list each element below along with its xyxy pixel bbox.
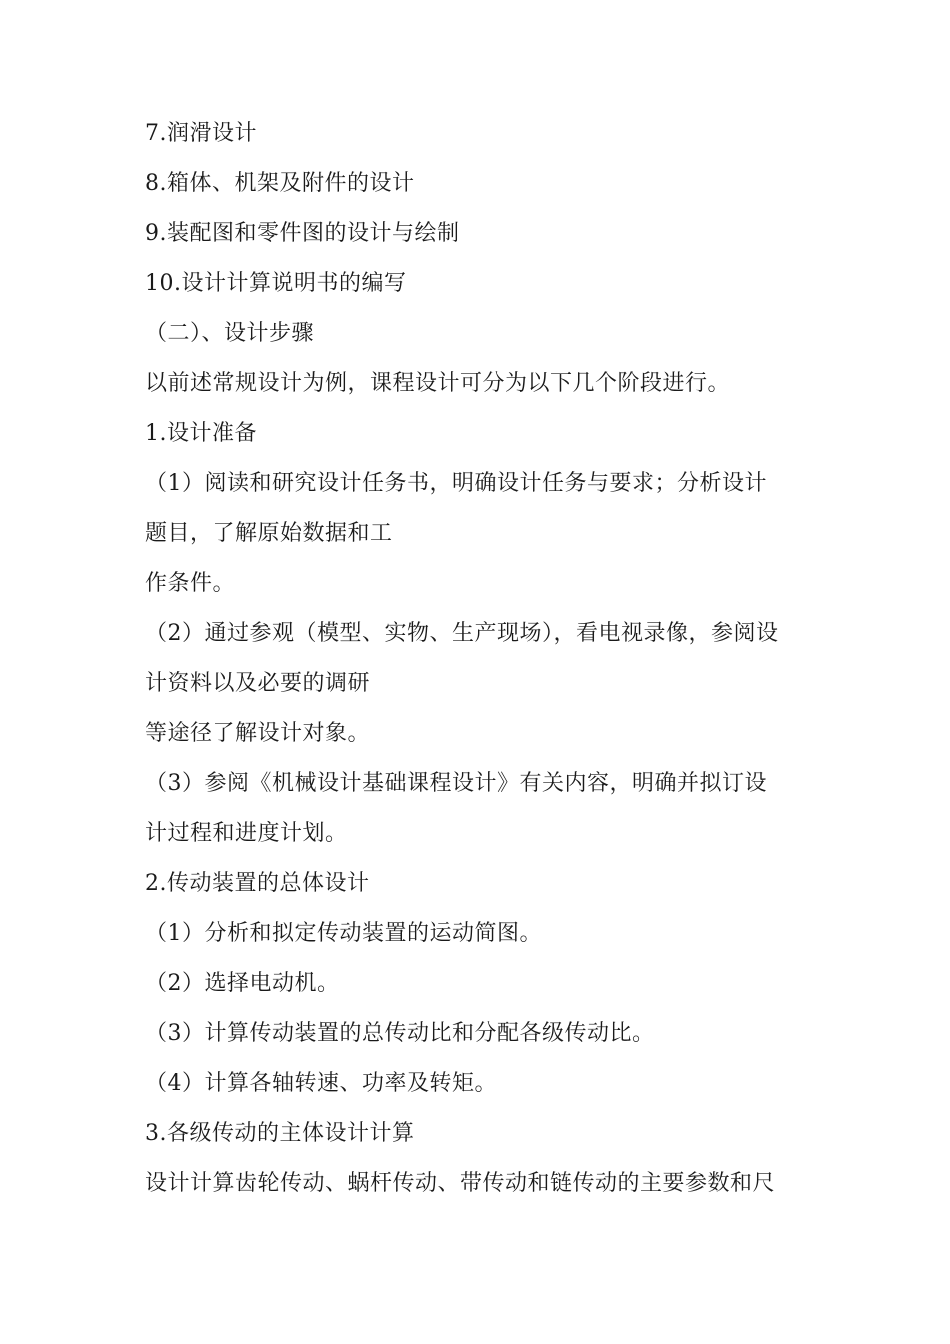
step-1-item-2-line-1: （2）通过参观（模型、实物、生产现场），看电视录像，参阅设 [145,621,779,646]
step-1-heading: 1.设计准备 [145,421,257,446]
step-1-item-2-line-3: 等途径了解设计对象。 [145,721,371,746]
item-8-housing: 8.箱体、机架及附件的设计 [145,171,415,196]
paragraph-intro: 以前述常规设计为例，课程设计可分为以下几个阶段进行。 [145,371,731,396]
step-1-item-1-line-3: 作条件。 [145,571,236,596]
step-2-item-4: （4）计算各轴转速、功率及转矩。 [145,1071,497,1096]
step-1-item-1-line-2: 题目，了解原始数据和工 [145,521,393,546]
step-3-paragraph: 设计计算齿轮传动、蜗杆传动、带传动和链传动的主要参数和尺 [145,1171,776,1196]
section-heading-design-steps: （二）、设计步骤 [145,321,315,346]
item-9-drawings: 9.装配图和零件图的设计与绘制 [145,221,460,246]
step-2-heading: 2.传动装置的总体设计 [145,871,370,896]
step-1-item-3-line-2: 计过程和进度计划。 [145,821,348,846]
step-1-item-1-line-1: （1）阅读和研究设计任务书，明确设计任务与要求；分析设计 [145,471,767,496]
item-10-manual: 10.设计计算说明书的编写 [145,271,407,296]
step-3-heading: 3.各级传动的主体设计计算 [145,1121,415,1146]
step-2-item-1: （1）分析和拟定传动装置的运动简图。 [145,921,542,946]
step-2-item-3: （3）计算传动装置的总传动比和分配各级传动比。 [145,1021,655,1046]
step-1-item-2-line-2: 计资料以及必要的调研 [145,671,371,696]
item-7-lubrication: 7.润滑设计 [145,121,257,146]
step-2-item-2: （2）选择电动机。 [145,971,340,996]
step-1-item-3-line-1: （3）参阅《机械设计基础课程设计》有关内容，明确并拟订设 [145,771,767,796]
